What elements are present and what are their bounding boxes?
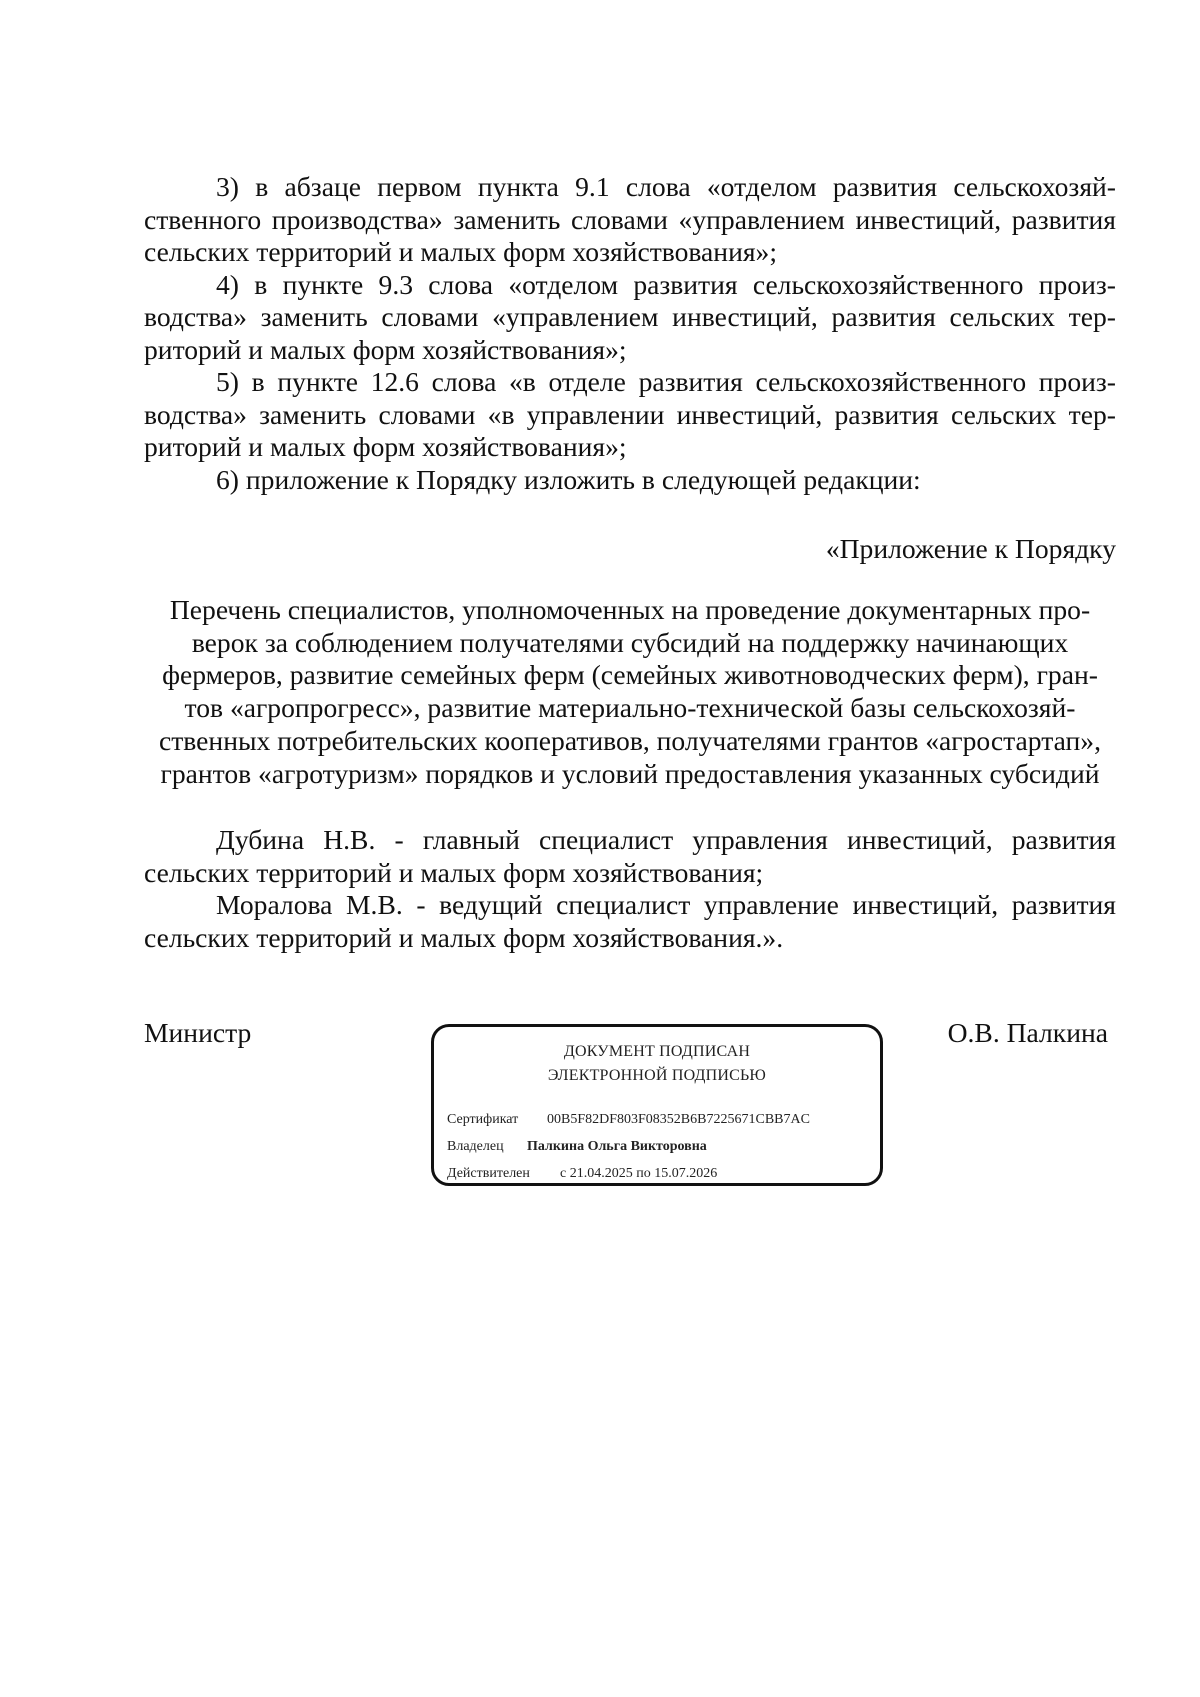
list-title-line: Перечень специалистов, уполномоченных на проведение документарных про- <box>169 594 1091 625</box>
certificate-value: 00B5F82DF803F08352B6B7225671CBB7AC <box>547 1112 810 1127</box>
stamp-heading <box>434 1040 880 1088</box>
stamp-heading-line: ЭЛЕКТРОННОЙ ПОДПИСЬЮ <box>547 1067 767 1084</box>
owner-label: Владелец <box>447 1139 504 1154</box>
signatory-name: О.В. Палкина <box>947 1017 1108 1048</box>
stamp-owner-row <box>447 1138 707 1156</box>
list-title-line: грантов «агротуризм» порядков и условий предоставления указанных субсидий <box>160 757 1100 789</box>
stamp-heading-line: ДОКУМЕНТ ПОДПИСАН <box>563 1043 751 1060</box>
electronic-signature-stamp <box>431 1024 883 1186</box>
specialist-entry: Моралова М.В. - ведущий специалист управление инвестиций, развития сельских территорий и малых форм хозяйствования.». <box>144 889 1116 953</box>
amendment-item-5: 5) в пункте 12.6 слова «в отделе развития сельскохозяйственного производства» заменить словами «в управлении инвестиций, развития сельских территорий и малых форм хозяйствования»; <box>144 366 1116 462</box>
appendix-heading: «Приложение к Порядку <box>825 533 1116 564</box>
amendment-item-6: 6) приложение к Порядку изложить в следующей редакции: <box>216 463 921 495</box>
certificate-label: Сертификат <box>447 1112 519 1127</box>
amendment-item-3: 3) в абзаце первом пункта 9.1 слова «отделом развития сельскохозяйственного производства» заменить словами «управлением инвестиций, развития сельских территорий и малых форм хозяйствования»; <box>144 171 1116 267</box>
specialists-list-title <box>144 594 1116 790</box>
signatory-title: Министр <box>144 1017 252 1048</box>
list-title-line: фермеров, развитие семейных ферм (семейных животноводческих ферм), гран- <box>162 659 1098 691</box>
stamp-validity-row <box>447 1165 717 1183</box>
validity-value: с 21.04.2025 по 15.07.2026 <box>560 1166 718 1181</box>
amendment-item-4: 4) в пункте 9.3 слова «отделом развития сельскохозяйственного производства» заменить словами «управлением инвестиций, развития сельских территорий и малых форм хозяйствования»; <box>144 268 1116 365</box>
owner-value: Палкина Ольга Викторовна <box>527 1139 707 1154</box>
amendments-block <box>144 171 1116 496</box>
validity-label: Действителен <box>447 1166 530 1181</box>
stamp-certificate-row <box>447 1111 810 1129</box>
signature-block <box>144 1017 1116 1197</box>
list-title-line: ственных потребительских кооперативов, получателями грантов «агростартап», <box>159 724 1101 756</box>
list-title-line: верок за соблюдением получателями субсидий на поддержку начинающих <box>191 626 1069 658</box>
list-title-line: тов «агропрогресс», развитие материально-технической базы сельскохозяй- <box>184 692 1076 724</box>
specialist-entry: Дубина Н.В. - главный специалист управления инвестиций, развития сельских территорий и малых форм хозяйствования; <box>144 824 1116 888</box>
specialists-list <box>144 824 1116 954</box>
